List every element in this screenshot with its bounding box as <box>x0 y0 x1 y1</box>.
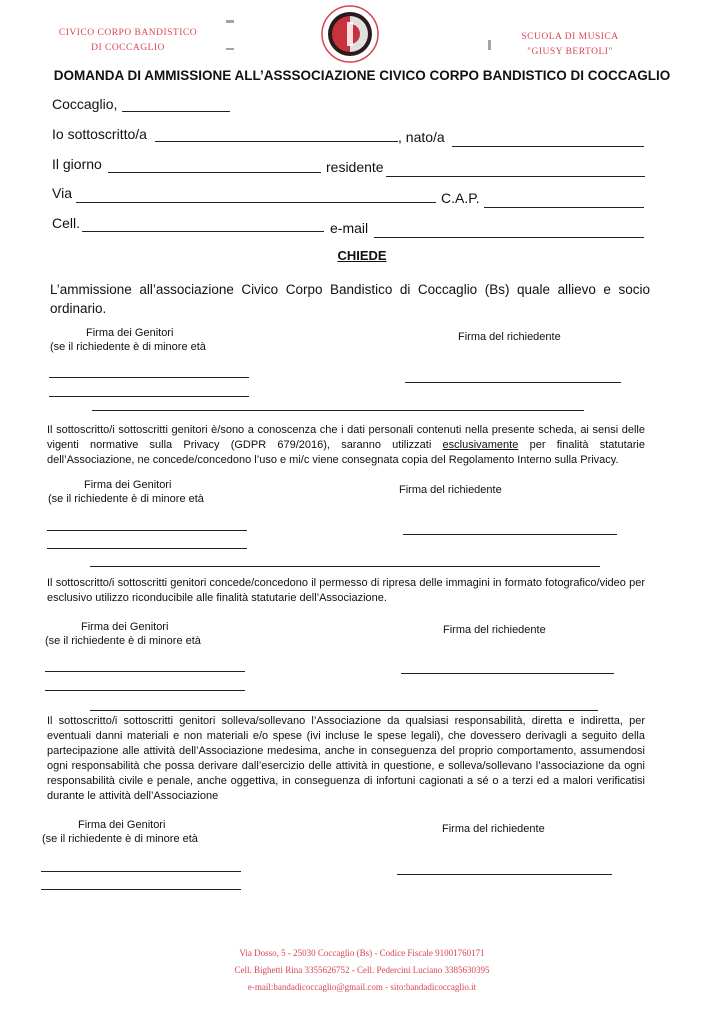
applicant-signature-label: Firma del richiedente <box>399 484 502 496</box>
street-field[interactable] <box>76 202 436 203</box>
left-stamp-line2: DI COCCAGLIO <box>91 43 165 53</box>
undersigned-label: Io sottoscritto/a <box>52 126 147 142</box>
parent-signature-line[interactable] <box>49 377 249 378</box>
signature-block-2 <box>48 478 248 506</box>
via-label: Via <box>52 185 72 201</box>
parents-signature-label: Firma dei Genitori <box>84 479 172 491</box>
email-field[interactable] <box>374 237 644 238</box>
privacy-text-start: Il sottoscritto/i sottoscritti genitori è/sono a conoscenza che i dati personali contenuti nella presente scheda, ai sensi delle vigenti normative sulla Privacy (GDPR 679/2016), saranno utilizzati <box>47 424 645 451</box>
applicant-signature-label: Firma del richiedente <box>442 823 545 835</box>
request-heading: CHIEDE <box>337 248 387 263</box>
parents-signature-label: Firma dei Genitori <box>81 621 169 633</box>
born-label: , nato/a <box>398 129 445 145</box>
birthplace-field[interactable] <box>452 146 644 147</box>
liability-waiver-text: Il sottoscritto/i sottoscritti genitori solleva/sollevano l’Associazione da qualsiasi responsabilità, diretta e indiretta, per eventuali danni materiali e non materiali e/o spese (ivi incluse le spese legali), che dovessero derivagli a seguito della partecipazione alle attività dell’Associazione medesima, anche in conseguenza del proprio comportamento, assumendosi ogni responsabilità che possa derivare dall’esercizio delle attività in questione, e solleva/sollevano l’associazione da ogni responsabilità civile e penale, anche oggettiva, in conseguenza di infortuni cagionati a sé o a terzi ed a malori verificatisi durante le attività dell’Associazione <box>47 715 645 802</box>
applicant-signature-line[interactable] <box>397 874 612 875</box>
privacy-consent-text <box>47 423 645 468</box>
parent-signature-line[interactable] <box>49 396 249 397</box>
day-label: Il giorno <box>52 156 102 172</box>
privacy-text-end: per finalità statutarie dell’Associazione, ne concede/concedono l’uso e mi/c viene consegnata copia del Regolamento Interno sulla Privacy. <box>47 439 645 466</box>
signature-block-4 <box>42 818 242 846</box>
minor-note: (se il richiedente è di minore età <box>48 493 204 505</box>
parent-signature-line[interactable] <box>45 690 245 691</box>
section-divider <box>90 710 598 711</box>
cell-field[interactable] <box>82 231 324 232</box>
section-divider <box>90 566 600 567</box>
footer-address: Via Dosso, 5 - 25030 Coccaglio (Bs) - Codice Fiscale 91001760171 <box>239 948 485 958</box>
footer <box>0 945 724 996</box>
parents-signature-label: Firma dei Genitori <box>86 327 174 339</box>
scan-mark <box>226 20 234 23</box>
scan-mark <box>488 40 491 50</box>
birthdate-field[interactable] <box>108 172 321 173</box>
cap-field[interactable] <box>484 207 644 208</box>
band-logo-emblem-icon <box>320 4 380 64</box>
applicant-signature-line[interactable] <box>401 673 614 674</box>
footer-contacts: e-mail:bandadicoccaglio@gmail.com - sito:bandadicoccaglio.it <box>247 982 477 992</box>
parent-signature-line[interactable] <box>41 871 241 872</box>
right-stamp-line2: "GIUSY BERTOLI" <box>527 47 613 57</box>
image-consent-text: Il sottoscritto/i sottoscritti genitori concede/concedono il permesso di ripresa delle immagini in formato fotografico/video per esclusivo utilizzo riconducibile alle finalità statutarie dell’Associazione. <box>47 577 645 604</box>
signature-block-1 <box>50 326 250 354</box>
left-stamp-line1: CIVICO CORPO BANDISTICO <box>58 28 198 38</box>
cap-label: C.A.P. <box>441 190 480 206</box>
right-stamp-line1: SCUOLA DI MUSICA <box>521 32 619 42</box>
request-text: L’ammissione all’associazione Civico Corpo Bandistico di Coccaglio (Bs) quale allievo e socio ordinario. <box>50 282 650 316</box>
footer-phones: Cell. Bighetti Rina 3355626752 - Cell. Pedercini Luciano 3385630395 <box>234 965 490 975</box>
resident-label: residente <box>326 159 384 175</box>
email-label: e-mail <box>330 220 369 236</box>
minor-note: (se il richiedente è di minore età <box>45 635 201 647</box>
parent-signature-line[interactable] <box>47 548 247 549</box>
left-stamp <box>48 26 208 56</box>
applicant-signature-label: Firma del richiedente <box>458 331 561 343</box>
privacy-text-emphasis: esclusivamente <box>442 439 519 451</box>
minor-note: (se il richiedente è di minore età <box>42 833 198 845</box>
residence-field[interactable] <box>386 176 645 177</box>
parent-signature-line[interactable] <box>41 889 241 890</box>
scan-mark <box>226 48 234 50</box>
minor-note: (se il richiedente è di minore età <box>50 341 206 353</box>
place-label: Coccaglio, <box>52 96 118 112</box>
name-field[interactable] <box>155 141 398 142</box>
parents-signature-label: Firma dei Genitori <box>78 819 166 831</box>
cell-label: Cell. <box>52 215 81 231</box>
right-stamp <box>505 30 635 60</box>
parent-signature-line[interactable] <box>45 671 245 672</box>
date-field[interactable] <box>122 111 230 112</box>
applicant-signature-line[interactable] <box>403 534 617 535</box>
applicant-signature-label: Firma del richiedente <box>443 624 546 636</box>
signature-block-3 <box>45 620 245 648</box>
parent-signature-line[interactable] <box>47 530 247 531</box>
form-title: DOMANDA DI AMMISSIONE ALL’ASSSOCIAZIONE CIVICO CORPO BANDISTICO DI COCCAGLIO <box>53 68 671 83</box>
applicant-signature-line[interactable] <box>405 382 621 383</box>
section-divider <box>92 410 584 411</box>
